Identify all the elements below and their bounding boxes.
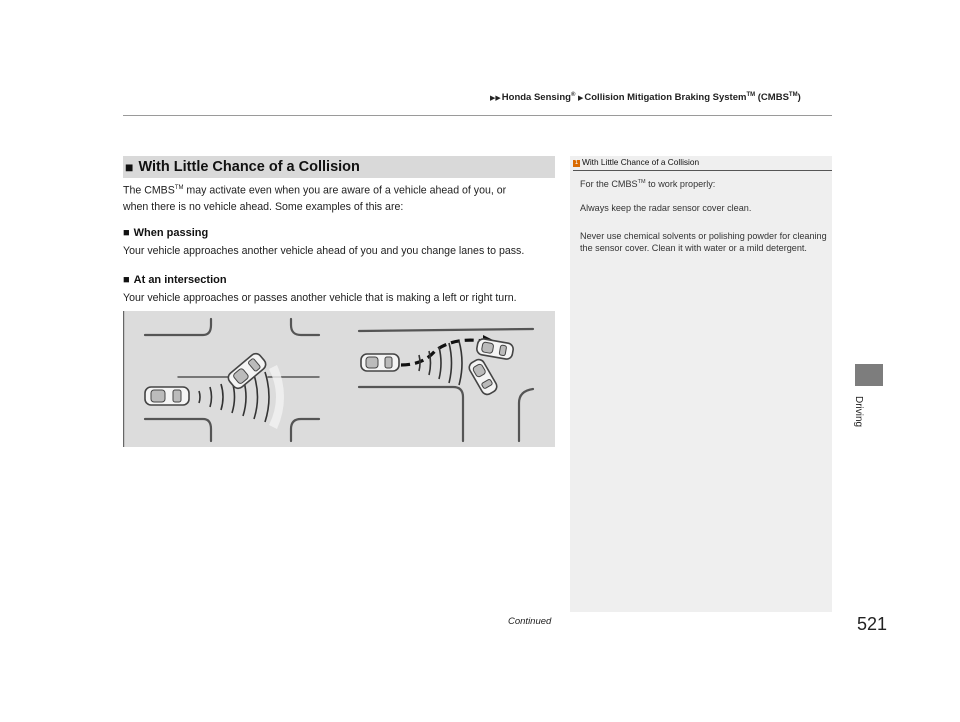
at-intersection-text: Your vehicle approaches or passes another vehicle that is making a left or right turn. [123,292,517,304]
section-heading [123,156,555,178]
square-bullet-icon: ■ [125,159,134,175]
section-title: With Little Chance of a Collision [138,159,360,175]
square-bullet-icon: ■ [123,274,130,286]
page-number: 521 [857,614,888,634]
arrow-icon: ▶ [578,95,584,103]
header-divider [123,115,832,116]
square-bullet-icon: ■ [123,227,130,239]
intro-paragraph [123,180,563,215]
trademark-mark: TM [637,179,646,185]
own-vehicle-icon [361,354,399,371]
trademark-mark: TM [174,185,184,191]
note-title-text: With Little Chance of a Collision [582,157,700,167]
subheading-when-passing [123,227,208,239]
note-line: Always keep the radar sensor cover clean. [580,203,752,213]
note-title [573,157,699,167]
breadcrumb [490,92,801,103]
intro-text: The CMBS [123,184,175,197]
breadcrumb-abbrev: (CMBS [755,92,789,104]
note-reference-icon: 1 [574,160,579,166]
trademark-mark: TM [746,92,756,98]
breadcrumb-item-honda-sensing[interactable]: Honda Sensing [501,92,571,104]
trademark-mark: TM [788,92,798,98]
subheading-text: When passing [133,227,209,239]
when-passing-text: Your vehicle approaches another vehicle ahead of you and you change lanes to pass. [123,245,525,257]
registered-mark: ® [570,92,576,98]
note-line [580,176,715,190]
intro-text: when there is no vehicle ahead. Some examples of this are: [123,200,404,213]
continued-label: Continued [508,616,552,627]
breadcrumb-abbrev-close: ) [797,92,801,104]
breadcrumb-item-cmbs[interactable]: Collision Mitigation Braking System [584,92,747,104]
arrow-icon: ▶▶ [490,95,501,103]
note-line: Never use chemical solvents or polishing powder for cleaning the sensor cover. Clean it with water or a mild detergent. [580,231,827,253]
note-panel [570,156,832,612]
note-text: For the CMBS [580,179,638,190]
own-vehicle-icon [145,387,189,405]
chapter-label: Driving [853,396,864,428]
subheading-text: At an intersection [133,274,227,286]
subheading-at-intersection [123,274,227,286]
intro-text: may activate even when you are aware of a vehicle ahead of you, or [183,184,507,197]
note-text: to work properly: [645,179,716,190]
chapter-tab[interactable] [855,364,883,386]
collision-scenarios-illustration [123,311,555,447]
note-divider [573,170,832,171]
